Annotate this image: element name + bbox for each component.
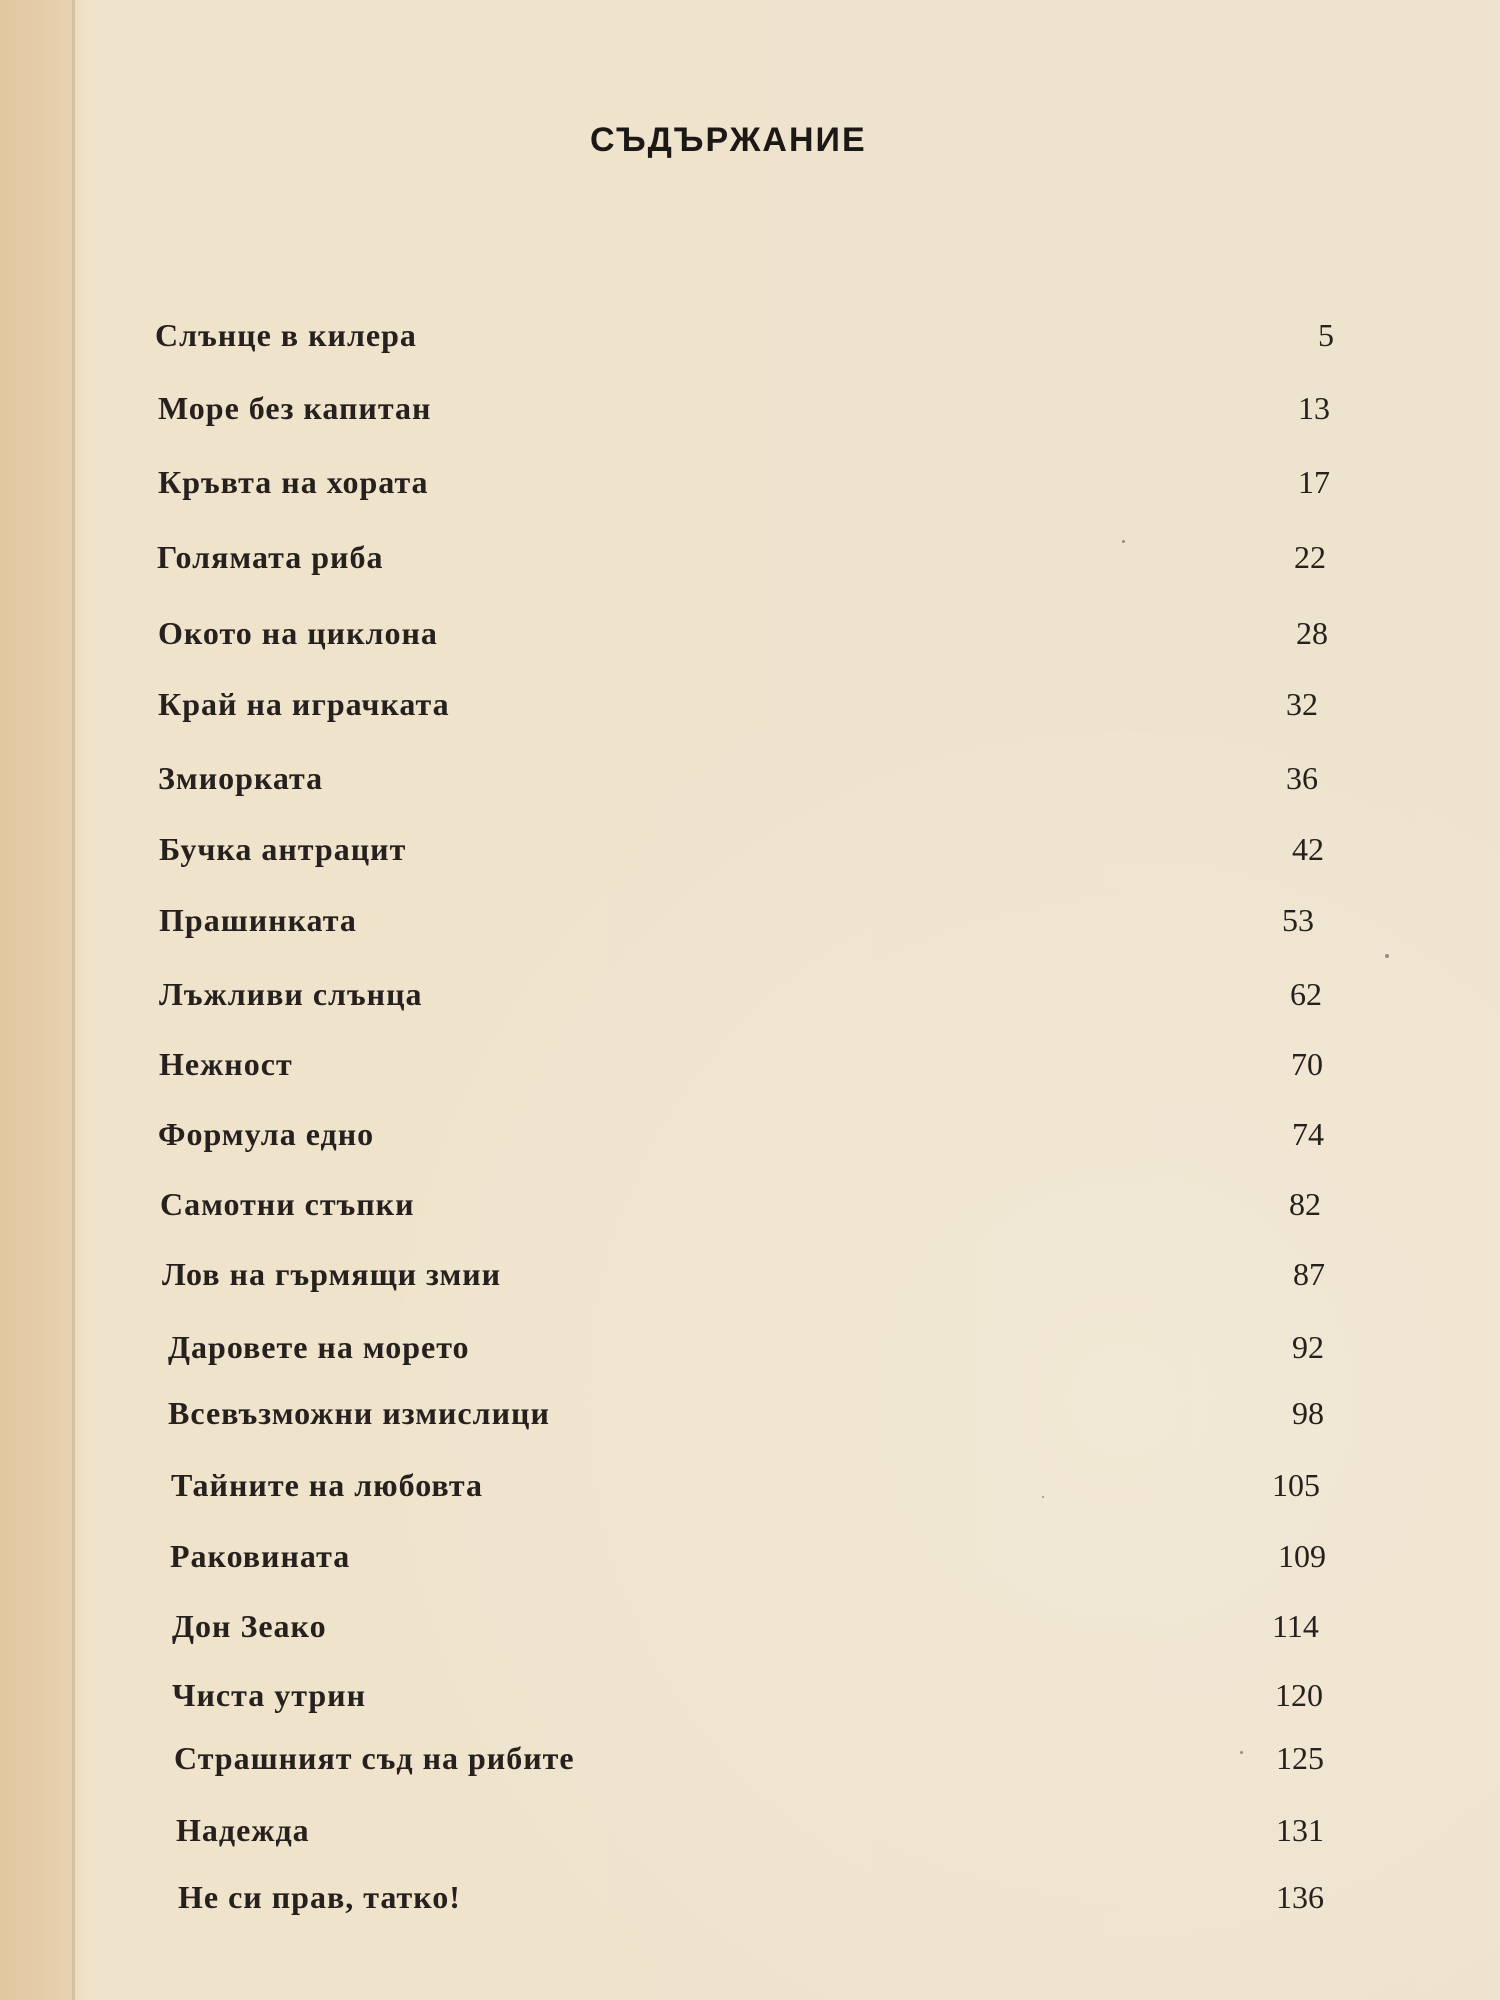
toc-entry-title: Лов на гърмящи змии [162, 1256, 502, 1292]
toc-entry-title: Формула едно [158, 1116, 375, 1152]
toc-entry-page: 131 [1276, 1812, 1324, 1848]
toc-entry-title: Прашинката [159, 902, 357, 938]
paper-speck [1042, 1496, 1044, 1498]
toc-entry [0, 1809, 1500, 1851]
toc-entry [0, 683, 1500, 725]
toc-entry-title: Раковината [170, 1538, 351, 1574]
toc-entry [0, 828, 1500, 870]
toc-entry [0, 973, 1500, 1015]
toc-entry-title: Самотни стъпки [160, 1186, 415, 1222]
toc-entry-page: 70 [1291, 1046, 1323, 1082]
toc-entry-title: Слънце в килера [155, 317, 417, 353]
toc-entry-title: Край на играчката [158, 686, 450, 722]
toc-entry [0, 314, 1500, 356]
toc-entry [0, 1674, 1500, 1716]
page-title: СЪДЪРЖАНИЕ [590, 121, 867, 159]
toc-entry-page: 22 [1294, 539, 1326, 575]
toc-entry [0, 536, 1500, 578]
toc-entry [0, 1183, 1500, 1225]
toc-entry [0, 1326, 1500, 1368]
toc-entry-title: Бучка антрацит [159, 831, 407, 867]
paper-speck [1385, 954, 1389, 958]
toc-entry-title: Страшният съд на рибите [174, 1740, 575, 1776]
toc-entry-page: 28 [1296, 615, 1328, 651]
toc-entry [0, 1253, 1500, 1295]
toc-entry-page: 105 [1272, 1467, 1320, 1503]
toc-entry [0, 612, 1500, 654]
toc-entry-page: 53 [1282, 902, 1314, 938]
toc-entry [0, 461, 1500, 503]
toc-entry [0, 387, 1500, 429]
toc-entry-title: Окото на циклона [158, 615, 438, 651]
toc-entry-page: 13 [1298, 390, 1330, 426]
toc-entry [0, 757, 1500, 799]
toc-entry-title: Кръвта на хората [158, 464, 429, 500]
paper-speck [1122, 540, 1125, 543]
toc-entry-page: 36 [1286, 760, 1318, 796]
toc-entry [0, 1113, 1500, 1155]
toc-entry-title: Тайните на любовта [171, 1467, 483, 1503]
toc-entry-page: 42 [1292, 831, 1324, 867]
toc-entry-page: 136 [1276, 1879, 1324, 1915]
toc-entry-page: 17 [1298, 464, 1330, 500]
toc-entry-page: 62 [1290, 976, 1322, 1012]
toc-entry-page: 82 [1289, 1186, 1321, 1222]
toc-entry-page: 125 [1276, 1740, 1324, 1776]
toc-entry-title: Даровете на морето [168, 1329, 470, 1365]
toc-entry [0, 1464, 1500, 1506]
toc-entry [0, 1605, 1500, 1647]
toc-entry [0, 1876, 1500, 1918]
toc-entry-title: Надежда [176, 1812, 310, 1848]
toc-entry-page: 5 [1318, 317, 1334, 353]
toc-entry-title: Море без капитан [158, 390, 432, 426]
toc-entry-title: Дон Зеако [172, 1608, 327, 1644]
toc-entry [0, 1737, 1500, 1779]
paper-speck [1240, 1751, 1243, 1754]
toc-entry-page: 120 [1275, 1677, 1323, 1713]
toc-entry-page: 114 [1272, 1608, 1319, 1644]
toc-entry-title: Голямата риба [157, 539, 384, 575]
toc-entry-title: Чиста утрин [172, 1677, 367, 1713]
toc-entry-title: Не си прав, татко! [178, 1879, 461, 1915]
toc-entry [0, 899, 1500, 941]
toc-entry-page: 109 [1278, 1538, 1326, 1574]
toc-entry [0, 1535, 1500, 1577]
toc-entry-title: Нежност [159, 1046, 293, 1082]
toc-entry-page: 92 [1292, 1329, 1324, 1365]
toc-entry-page: 74 [1292, 1116, 1324, 1152]
toc-entry [0, 1043, 1500, 1085]
toc-entry-page: 32 [1286, 686, 1318, 722]
toc-entry [0, 1392, 1500, 1434]
toc-entry-title: Лъжливи слънца [159, 976, 423, 1012]
toc-entry-page: 98 [1292, 1395, 1324, 1431]
toc-entry-page: 87 [1293, 1256, 1325, 1292]
toc-entry-title: Всевъзможни измислици [168, 1395, 550, 1431]
toc-entry-title: Змиорката [158, 760, 324, 796]
